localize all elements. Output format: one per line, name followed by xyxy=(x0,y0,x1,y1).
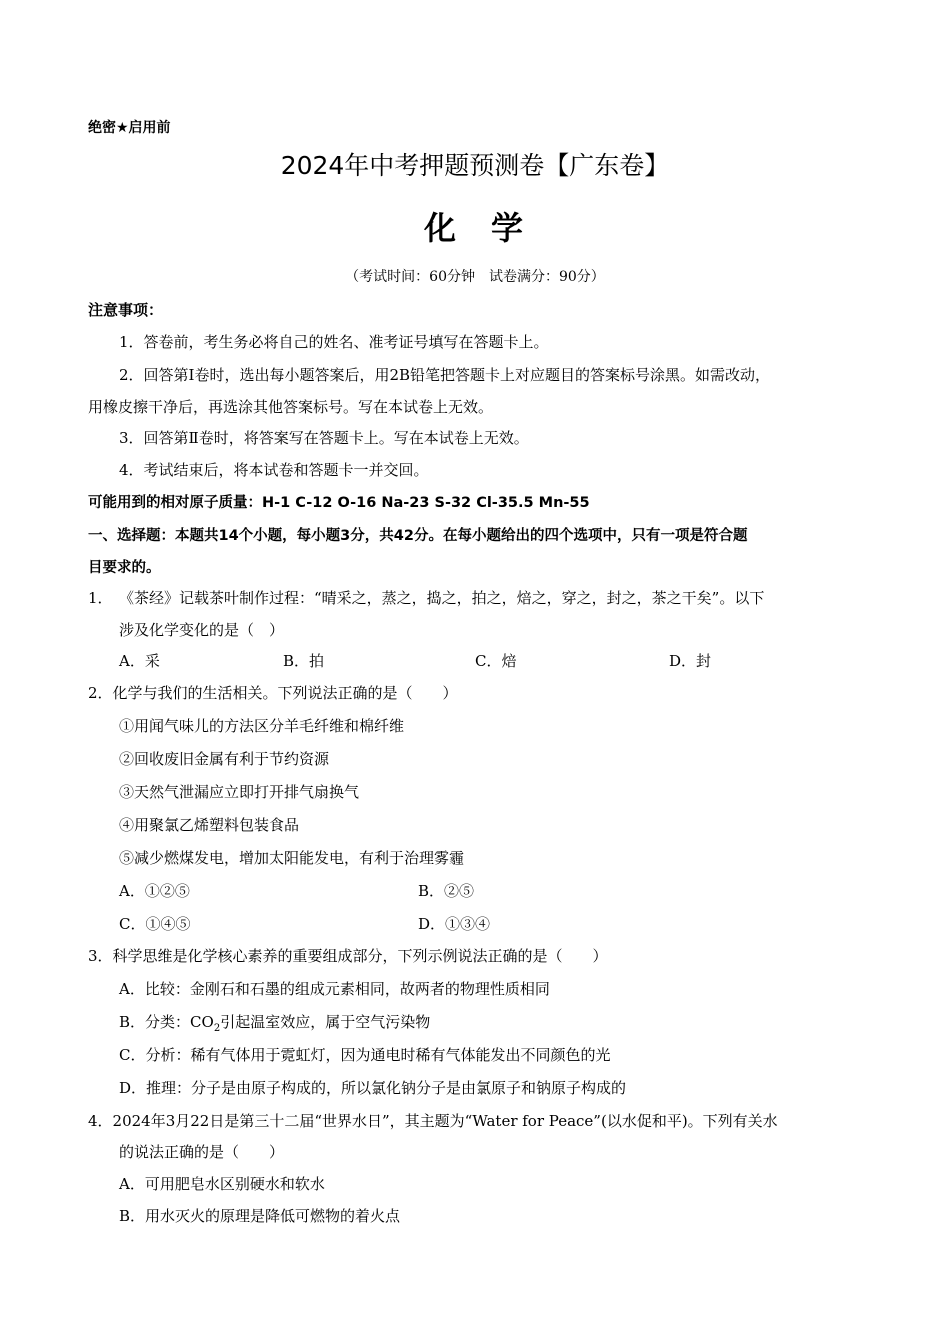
notice-item-4: 4．考试结束后，将本试卷和答题卡一并交回。 xyxy=(119,461,429,479)
section-1-heading-line-2: 目要求的。 xyxy=(88,560,161,576)
q1-option-c: C．焙 xyxy=(475,652,517,670)
q4-stem-line-2: 的说法正确的是（ ） xyxy=(119,1143,285,1161)
q3-option-d: D．推理：分子是由原子构成的，所以氯化钠分子是由氯原子和钠原子构成的 xyxy=(119,1079,627,1097)
notice-item-1: 1．答卷前，考生务必将自己的姓名、准考证号填写在答题卡上。 xyxy=(119,333,549,351)
q4-option-b: B．用水灭火的原理是降低可燃物的着火点 xyxy=(119,1207,401,1225)
q1-option-a: A．采 xyxy=(119,652,160,670)
q3-option-c: C．分析：稀有气体用于霓虹灯，因为通电时稀有气体能发出不同颜色的光 xyxy=(119,1046,611,1064)
notice-item-2-line-1: 2．回答第Ⅰ卷时，选出每小题答案后，用2B铅笔把答题卡上对应题目的答案标号涂黑。如需改动， xyxy=(119,366,771,384)
q4-option-a: A．可用肥皂水区别硬水和软水 xyxy=(119,1175,325,1193)
q3-option-b-prefix: B．分类：CO xyxy=(119,1013,214,1031)
q2-option-c: C．①④⑤ xyxy=(119,915,191,933)
section-1-heading-line-1: 一、选择题：本题共14个小题，每小题3分，共42分。在每小题给出的四个选项中，只有一项是符合题 xyxy=(88,528,748,544)
q1-option-b: B．拍 xyxy=(283,652,325,670)
subject-title-right: 学 xyxy=(491,209,526,247)
subject-title-left: 化 xyxy=(424,209,459,247)
q2-option-a: A．①②⑤ xyxy=(119,882,190,900)
q2-stem: 2．化学与我们的生活相关。下列说法正确的是（ ） xyxy=(88,684,458,702)
q1-number: 1． xyxy=(88,589,113,607)
notice-heading: 注意事项： xyxy=(88,301,164,319)
confidential-label: 绝密★启用前 xyxy=(88,120,171,136)
q3-option-b-subscript: 2 xyxy=(213,1023,221,1034)
exam-title: 2024年中考押题预测卷【广东卷】 xyxy=(280,151,670,180)
q2-statement-2: ②回收废旧金属有利于节约资源 xyxy=(119,750,330,768)
q2-statement-3: ③天然气泄漏应立即打开排气扇换气 xyxy=(119,783,360,801)
q2-option-b: B．②⑤ xyxy=(418,882,475,900)
q1-stem-line-1: 《茶经》记载茶叶制作过程：“晴采之，蒸之，捣之，拍之，焙之，穿之，封之，茶之干矣”。以下 xyxy=(119,589,765,607)
q2-statement-5: ⑤减少燃煤发电，增加太阳能发电，有利于治理雾霾 xyxy=(119,849,465,867)
q2-option-d: D．①③④ xyxy=(418,915,491,933)
q3-stem: 3．科学思维是化学核心素养的重要组成部分，下列示例说法正确的是（ ） xyxy=(88,947,608,965)
atomic-masses: 可能用到的相对原子质量：H-1 C-12 O-16 Na-23 S-32 Cl-35.5 Mn-55 xyxy=(88,495,590,511)
q2-statement-4: ④用聚氯乙烯塑料包装食品 xyxy=(119,816,300,834)
notice-item-2-line-2: 用橡皮擦干净后，再选涂其他答案标号。写在本试卷上无效。 xyxy=(88,398,494,416)
notice-item-3: 3．回答第Ⅱ卷时，将答案写在答题卡上。写在本试卷上无效。 xyxy=(119,429,529,447)
q3-option-a: A．比较：金刚石和石墨的组成元素相同，故两者的物理性质相同 xyxy=(119,980,550,998)
q3-option-b xyxy=(119,1011,430,1034)
q4-stem-line-1: 4．2024年3月22日是第三十二届“世界水日”，其主题为“Water for Peace”(以水促和平)。下列有关水 xyxy=(88,1112,778,1130)
exam-info: （考试时间：60分钟 试卷满分：90分） xyxy=(345,269,605,285)
q1-option-d: D．封 xyxy=(669,652,712,670)
q3-option-b-suffix: 引起温室效应，属于空气污染物 xyxy=(220,1013,431,1031)
q1-stem-line-2: 涉及化学变化的是（ ） xyxy=(119,621,285,639)
q2-statement-1: ①用闻气味儿的方法区分羊毛纤维和棉纤维 xyxy=(119,717,405,735)
